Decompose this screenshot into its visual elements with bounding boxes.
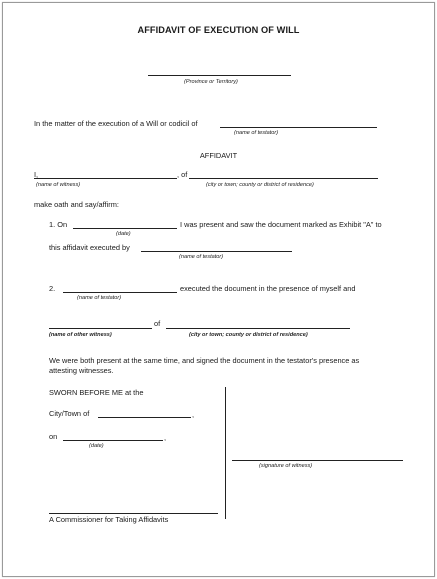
presence-line-2: attesting witnesses. bbox=[49, 366, 114, 375]
date-line-2 bbox=[63, 440, 163, 441]
executed-by-line bbox=[141, 251, 292, 252]
sworn-text: SWORN BEFORE ME at the bbox=[49, 388, 144, 397]
testator-caption-2: (name of testator) bbox=[179, 254, 224, 260]
i-label: I, bbox=[34, 170, 39, 179]
comma-2: , bbox=[164, 433, 167, 442]
of-label: , of bbox=[177, 170, 188, 179]
executed-by-text: this affidavit executed by bbox=[49, 243, 130, 252]
city-label: City/Town of bbox=[49, 409, 90, 418]
residence-line-2 bbox=[166, 328, 350, 329]
commissioner-text: A Commissioner for Taking Affidavits bbox=[49, 515, 169, 524]
residence-caption-2: (city or town; county or district of residence) bbox=[189, 332, 308, 338]
witness-name-caption: (name of witness) bbox=[36, 182, 81, 188]
affidavit-heading: AFFIDAVIT bbox=[199, 151, 238, 160]
testator-line-3 bbox=[63, 292, 177, 293]
testator-caption: (name of testator) bbox=[234, 130, 279, 136]
signature-line bbox=[232, 460, 403, 461]
city-line bbox=[98, 417, 191, 418]
other-witness-caption: (name of other witness) bbox=[49, 332, 112, 338]
item2-text: executed the document in the presence of myself and bbox=[180, 284, 356, 293]
province-line bbox=[148, 75, 291, 76]
residence-caption: (city or town; county or district of residence) bbox=[206, 182, 314, 188]
on-label: on bbox=[49, 432, 58, 441]
signature-caption: (signature of witness) bbox=[259, 463, 313, 469]
comma-1: , bbox=[192, 410, 195, 419]
testator-line bbox=[220, 127, 377, 128]
document-title: AFFIDAVIT OF EXECUTION OF WILL bbox=[137, 25, 300, 35]
date-caption-1: (date) bbox=[116, 231, 131, 237]
witness-name-line bbox=[34, 178, 177, 179]
vertical-divider bbox=[225, 387, 226, 519]
province-caption: (Province or Territory) bbox=[184, 79, 238, 85]
item1-number: 1. On bbox=[49, 220, 68, 229]
of-label-2: of bbox=[154, 319, 161, 328]
other-witness-line bbox=[49, 328, 152, 329]
item1-text: I was present and saw the document marked as Exhibit "A" to bbox=[180, 220, 382, 229]
commissioner-line bbox=[49, 513, 218, 514]
residence-line bbox=[189, 178, 378, 179]
date-caption-2: (date) bbox=[89, 443, 104, 449]
oath-text: make oath and say/affirm: bbox=[34, 200, 119, 209]
presence-line-1: We were both present at the same time, and signed the document in the testator's presence as bbox=[49, 356, 360, 365]
testator-caption-3: (name of testator) bbox=[77, 295, 122, 301]
item2-number: 2. bbox=[49, 284, 56, 293]
document-page bbox=[2, 2, 435, 577]
date-line-1 bbox=[73, 228, 177, 229]
matter-text: In the matter of the execution of a Will or codicil of bbox=[34, 119, 198, 128]
